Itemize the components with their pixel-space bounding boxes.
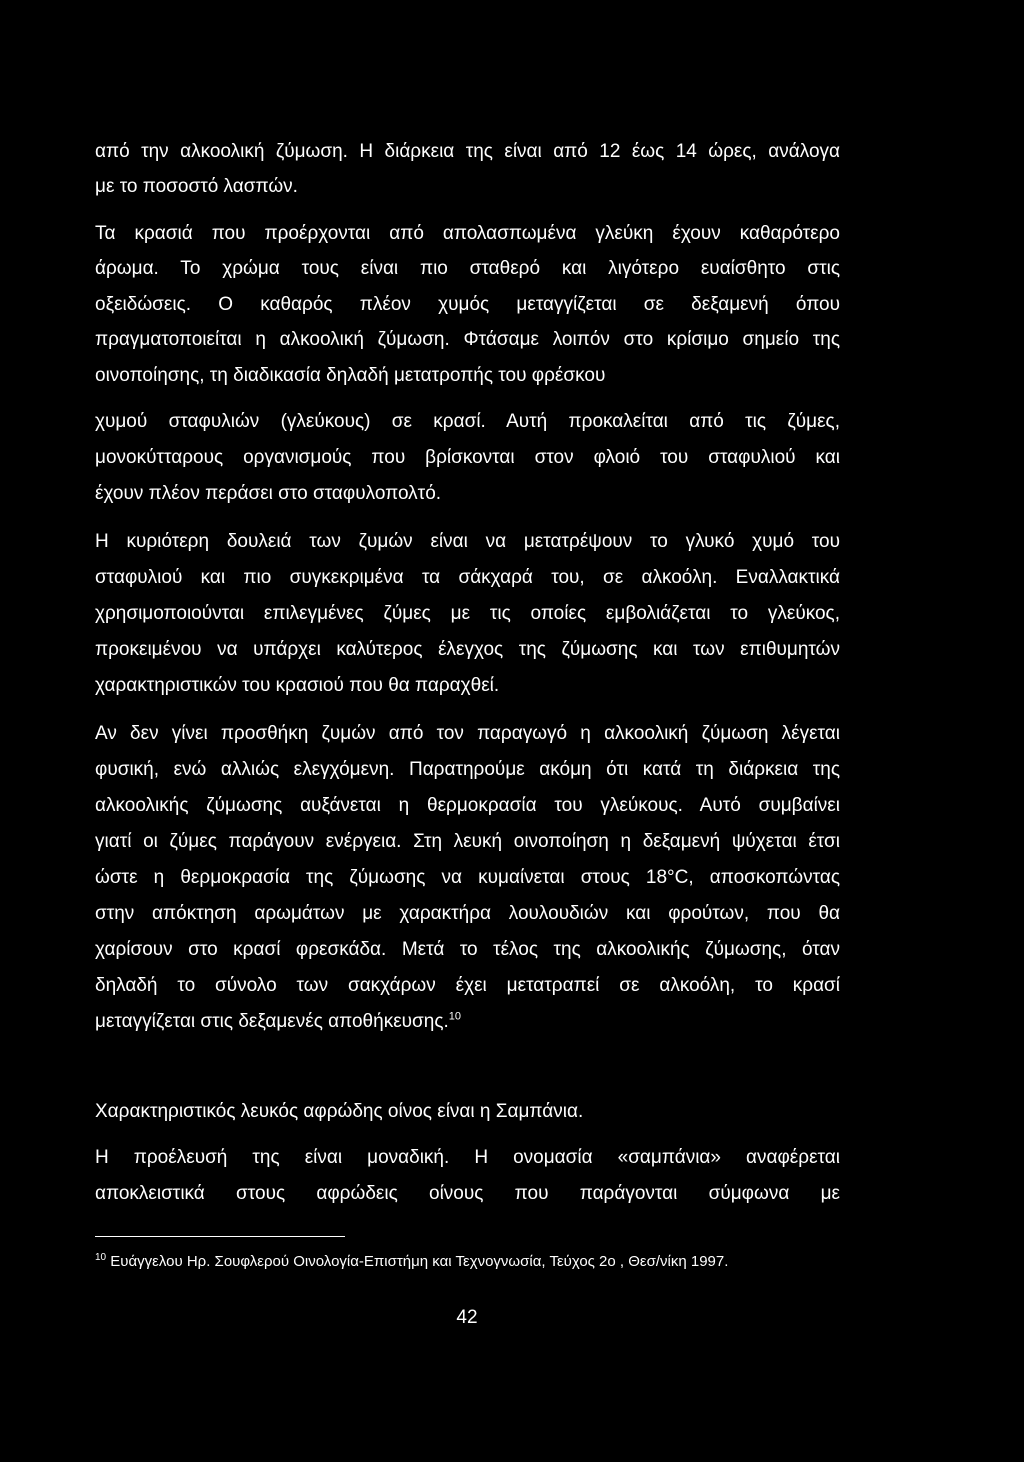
text-line: με το ποσοστό λασπών. bbox=[95, 176, 298, 197]
footnote-text: Ευάγγελου Ηρ. Σουφλερού Οινολογία-Επιστήμη και Τεχνογνωσία, Τεύχος 2ο , Θεσ/νίκη 1997. bbox=[106, 1253, 729, 1270]
text-line: αλκοολικής ζύμωσης αυξάνεται η θερμοκρασία του γλεύκους. Αυτό συμβαίνει bbox=[95, 795, 840, 816]
footnote-reference: 10 bbox=[448, 1010, 462, 1023]
footnote-marker: 10 bbox=[95, 1252, 107, 1263]
text-line: πραγματοποιείται η αλκοολική ζύμωση. Φτάσαμε λοιπόν στο κρίσιμο σημείο της bbox=[95, 329, 840, 350]
text-line: από την αλκοολική ζύμωση. Η διάρκεια της είναι από 12 έως 14 ώρες, ανάλογα bbox=[95, 141, 840, 162]
text-line-content: μεταγγίζεται στις δεξαμενές αποθήκευσης. bbox=[95, 1011, 449, 1032]
text-line: μονοκύτταρους οργανισμούς που βρίσκονται στον φλοιό του σταφυλιού και bbox=[95, 447, 840, 468]
text-line: Η προέλευσή της είναι μοναδική. Η ονομασία «σαμπάνια» αναφέρεται bbox=[95, 1147, 840, 1168]
text-line: δηλαδή το σύνολο των σακχάρων έχει μετατραπεί σε αλκοόλη, το κρασί bbox=[95, 975, 840, 996]
text-line: χαρακτηριστικών του κρασιού που θα παραχθεί. bbox=[95, 675, 500, 696]
text-line: γιατί οι ζύμες παράγουν ενέργεια. Στη λευκή οινοποίηση η δεξαμενή ψύχεται έτσι bbox=[95, 831, 840, 852]
text-line: Χαρακτηριστικός λευκός αφρώδης οίνος είναι η Σαμπάνια. bbox=[95, 1101, 584, 1122]
text-line: Αν δεν γίνει προσθήκη ζυμών από τον παραγωγό η αλκοολική ζύμωση λέγεται bbox=[95, 723, 840, 744]
page-number: 42 bbox=[456, 1307, 478, 1328]
text-line: προκειμένου να υπάρχει καλύτερος έλεγχος της ζύμωσης και των επιθυμητών bbox=[95, 639, 840, 660]
text-line: χρησιμοποιούνται επιλεγμένες ζύμες με τις οποίες εμβολιάζεται το γλεύκος, bbox=[95, 603, 840, 624]
footnote bbox=[95, 1252, 728, 1272]
text-line: χαρίσουν στο κρασί φρεσκάδα. Μετά το τέλος της αλκοολικής ζύμωσης, όταν bbox=[95, 939, 840, 960]
text-line: φυσική, ενώ αλλιώς ελεγχόμενη. Παρατηρούμε ακόμη ότι κατά τη διάρκεια της bbox=[95, 759, 840, 780]
text-line: σταφυλιού και πιο συγκεκριμένα τα σάκχαρά του, σε αλκοόλη. Εναλλακτικά bbox=[95, 567, 840, 588]
text-line: ώστε η θερμοκρασία της ζύμωσης να κυμαίνεται στους 18°C, αποσκοπώντας bbox=[95, 867, 840, 888]
text-line: χυμού σταφυλιών (γλεύκους) σε κρασί. Αυτή προκαλείται από τις ζύμες, bbox=[95, 411, 840, 432]
text-line: άρωμα. Το χρώμα τους είναι πιο σταθερό και λιγότερο ευαίσθητο στις bbox=[95, 258, 840, 279]
text-line bbox=[95, 1010, 461, 1034]
text-line: οξειδώσεις. Ο καθαρός πλέον χυμός μεταγγίζεται σε δεξαμενή όπου bbox=[95, 294, 840, 315]
text-line: Τα κρασιά που προέρχονται από απολασπωμένα γλεύκη έχουν καθαρότερο bbox=[95, 223, 840, 244]
footnote-separator bbox=[95, 1236, 345, 1237]
text-line: Η κυριότερη δουλειά των ζυμών είναι να μετατρέψουν το γλυκό χυμό του bbox=[95, 531, 840, 552]
text-line: αποκλειστικά στους αφρώδεις οίνους που παράγονται σύμφωνα με bbox=[95, 1183, 840, 1204]
text-line: έχουν πλέον περάσει στο σταφυλοπολτό. bbox=[95, 483, 442, 504]
text-line: οινοποίησης, τη διαδικασία δηλαδή μετατροπής του φρέσκου bbox=[95, 365, 606, 386]
text-line: στην απόκτηση αρωμάτων με χαρακτήρα λουλουδιών και φρούτων, που θα bbox=[95, 903, 840, 924]
